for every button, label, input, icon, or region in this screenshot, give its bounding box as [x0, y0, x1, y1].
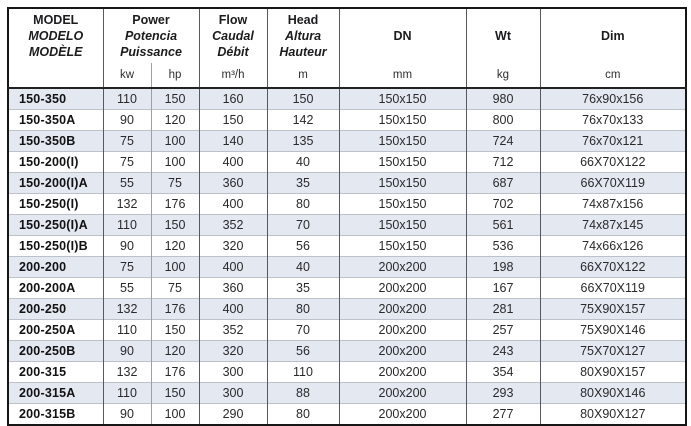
- dim-cell: 76x70x121: [540, 131, 686, 152]
- unit-wt: kg: [466, 63, 540, 88]
- wt-cell: 277: [466, 404, 540, 426]
- dn-cell: 200x200: [339, 278, 466, 299]
- kw-cell: 132: [103, 194, 151, 215]
- dn-cell: 200x200: [339, 299, 466, 320]
- flow-cell: 320: [199, 236, 267, 257]
- spec-table: [7, 7, 687, 426]
- table-row: [8, 341, 686, 362]
- model-units-spacer: [8, 63, 103, 88]
- head-cell: 70: [267, 215, 339, 236]
- table-row: [8, 173, 686, 194]
- model-cell: 150-350A: [8, 110, 103, 131]
- model-cell: 200-250B: [8, 341, 103, 362]
- dim-cell: 76x70x133: [540, 110, 686, 131]
- hp-cell: 100: [151, 131, 199, 152]
- flow-cell: 150: [199, 110, 267, 131]
- kw-cell: 55: [103, 278, 151, 299]
- flow-cell: 360: [199, 278, 267, 299]
- table-row: [8, 215, 686, 236]
- kw-cell: 132: [103, 362, 151, 383]
- head-cell: 135: [267, 131, 339, 152]
- dn-cell: 200x200: [339, 383, 466, 404]
- flow-label-fr: Débit: [217, 45, 249, 59]
- dn-cell: 200x200: [339, 320, 466, 341]
- flow-cell: 352: [199, 215, 267, 236]
- flow-cell: 400: [199, 152, 267, 173]
- dim-cell: 66X70X119: [540, 173, 686, 194]
- flow-cell: 320: [199, 341, 267, 362]
- dn-cell: 150x150: [339, 88, 466, 110]
- dn-cell: 150x150: [339, 194, 466, 215]
- hp-cell: 176: [151, 299, 199, 320]
- col-header-dn: DN: [339, 8, 466, 63]
- kw-cell: 55: [103, 173, 151, 194]
- dim-cell: 75X70X127: [540, 341, 686, 362]
- model-cell: 200-315B: [8, 404, 103, 426]
- wt-cell: 293: [466, 383, 540, 404]
- dn-cell: 150x150: [339, 131, 466, 152]
- hp-cell: 100: [151, 152, 199, 173]
- head-cell: 80: [267, 404, 339, 426]
- wt-cell: 712: [466, 152, 540, 173]
- col-header-model: [8, 8, 103, 63]
- model-cell: 150-250(I): [8, 194, 103, 215]
- model-cell: 150-350: [8, 88, 103, 110]
- wt-cell: 687: [466, 173, 540, 194]
- kw-cell: 90: [103, 110, 151, 131]
- hp-cell: 100: [151, 257, 199, 278]
- dim-cell: 80X90X146: [540, 383, 686, 404]
- power-label-es: Potencia: [124, 29, 178, 43]
- unit-dn: mm: [339, 63, 466, 88]
- flow-cell: 300: [199, 383, 267, 404]
- head-cell: 70: [267, 320, 339, 341]
- model-label-en: MODEL: [33, 13, 79, 27]
- flow-label-es: Caudal: [212, 29, 254, 43]
- model-cell: 150-350B: [8, 131, 103, 152]
- spec-table-header: [8, 8, 686, 88]
- dn-cell: 150x150: [339, 236, 466, 257]
- hp-cell: 150: [151, 88, 199, 110]
- head-cell: 35: [267, 278, 339, 299]
- table-row: [8, 278, 686, 299]
- unit-hp: hp: [151, 63, 199, 88]
- flow-cell: 360: [199, 173, 267, 194]
- head-cell: 142: [267, 110, 339, 131]
- kw-cell: 75: [103, 152, 151, 173]
- flow-cell: 300: [199, 362, 267, 383]
- table-row: [8, 362, 686, 383]
- kw-cell: 75: [103, 131, 151, 152]
- head-cell: 56: [267, 341, 339, 362]
- flow-cell: 400: [199, 257, 267, 278]
- table-row: [8, 152, 686, 173]
- wt-cell: 561: [466, 215, 540, 236]
- dn-cell: 200x200: [339, 257, 466, 278]
- head-cell: 150: [267, 88, 339, 110]
- model-cell: 200-315: [8, 362, 103, 383]
- model-cell: 150-200(I): [8, 152, 103, 173]
- col-header-dim: Dim: [540, 8, 686, 63]
- hp-cell: 176: [151, 194, 199, 215]
- dim-cell: 74x87x145: [540, 215, 686, 236]
- flow-cell: 140: [199, 131, 267, 152]
- flow-cell: 400: [199, 194, 267, 215]
- kw-cell: 75: [103, 257, 151, 278]
- model-cell: 150-200(I)A: [8, 173, 103, 194]
- hp-cell: 150: [151, 320, 199, 341]
- head-cell: 56: [267, 236, 339, 257]
- table-row: [8, 194, 686, 215]
- model-label-es: MODELO: [28, 29, 84, 43]
- kw-cell: 110: [103, 320, 151, 341]
- unit-flow: m³/h: [199, 63, 267, 88]
- head-label-es: Altura: [284, 29, 322, 43]
- col-header-flow: [199, 8, 267, 63]
- flow-cell: 160: [199, 88, 267, 110]
- unit-kw: kw: [103, 63, 151, 88]
- model-cell: 150-250(I)B: [8, 236, 103, 257]
- col-header-wt: Wt: [466, 8, 540, 63]
- col-header-head: [267, 8, 339, 63]
- model-cell: 200-250: [8, 299, 103, 320]
- model-cell: 150-250(I)A: [8, 215, 103, 236]
- table-row: [8, 236, 686, 257]
- dim-cell: 75X90X146: [540, 320, 686, 341]
- head-label-fr: Hauteur: [279, 45, 327, 59]
- wt-cell: 354: [466, 362, 540, 383]
- kw-cell: 90: [103, 341, 151, 362]
- flow-cell: 400: [199, 299, 267, 320]
- table-row: [8, 404, 686, 426]
- dim-cell: 80X90X127: [540, 404, 686, 426]
- hp-cell: 120: [151, 110, 199, 131]
- head-label-en: Head: [287, 13, 319, 27]
- dn-cell: 200x200: [339, 404, 466, 426]
- hp-cell: 75: [151, 278, 199, 299]
- hp-cell: 150: [151, 215, 199, 236]
- model-cell: 200-200A: [8, 278, 103, 299]
- kw-cell: 110: [103, 383, 151, 404]
- model-cell: 200-200: [8, 257, 103, 278]
- dim-cell: 75X90X157: [540, 299, 686, 320]
- power-label-fr: Puissance: [120, 45, 182, 59]
- flow-cell: 290: [199, 404, 267, 426]
- dim-cell: 66X70X122: [540, 257, 686, 278]
- hp-cell: 75: [151, 173, 199, 194]
- head-cell: 40: [267, 257, 339, 278]
- spec-table-body: [8, 88, 686, 425]
- wt-cell: 702: [466, 194, 540, 215]
- head-cell: 88: [267, 383, 339, 404]
- col-header-power: [103, 8, 199, 63]
- dn-cell: 150x150: [339, 215, 466, 236]
- wt-cell: 257: [466, 320, 540, 341]
- kw-cell: 110: [103, 215, 151, 236]
- wt-cell: 167: [466, 278, 540, 299]
- dn-cell: 200x200: [339, 362, 466, 383]
- wt-cell: 980: [466, 88, 540, 110]
- model-label-fr: MODÈLE: [29, 45, 83, 59]
- dim-cell: 66X70X119: [540, 278, 686, 299]
- table-row: [8, 131, 686, 152]
- flow-cell: 352: [199, 320, 267, 341]
- header-labels-row: [8, 8, 686, 63]
- table-row: [8, 320, 686, 341]
- head-cell: 35: [267, 173, 339, 194]
- table-row: [8, 88, 686, 110]
- dn-cell: 150x150: [339, 173, 466, 194]
- hp-cell: 176: [151, 362, 199, 383]
- dim-cell: 74x87x156: [540, 194, 686, 215]
- hp-cell: 100: [151, 404, 199, 426]
- model-cell: 200-315A: [8, 383, 103, 404]
- kw-cell: 110: [103, 88, 151, 110]
- dim-cell: 76x90x156: [540, 88, 686, 110]
- power-label-en: Power: [132, 13, 170, 27]
- wt-cell: 800: [466, 110, 540, 131]
- dn-cell: 150x150: [339, 152, 466, 173]
- kw-cell: 90: [103, 236, 151, 257]
- wt-cell: 243: [466, 341, 540, 362]
- table-row: [8, 383, 686, 404]
- kw-cell: 90: [103, 404, 151, 426]
- hp-cell: 120: [151, 236, 199, 257]
- head-cell: 80: [267, 194, 339, 215]
- wt-cell: 724: [466, 131, 540, 152]
- model-cell: 200-250A: [8, 320, 103, 341]
- table-row: [8, 299, 686, 320]
- hp-cell: 150: [151, 383, 199, 404]
- flow-label-en: Flow: [218, 13, 248, 27]
- table-row: [8, 110, 686, 131]
- dim-cell: 66X70X122: [540, 152, 686, 173]
- hp-cell: 120: [151, 341, 199, 362]
- wt-cell: 536: [466, 236, 540, 257]
- unit-dim: cm: [540, 63, 686, 88]
- dim-cell: 80X90X157: [540, 362, 686, 383]
- head-cell: 80: [267, 299, 339, 320]
- head-cell: 40: [267, 152, 339, 173]
- kw-cell: 132: [103, 299, 151, 320]
- wt-cell: 281: [466, 299, 540, 320]
- dn-cell: 200x200: [339, 341, 466, 362]
- wt-cell: 198: [466, 257, 540, 278]
- header-units-row: [8, 63, 686, 88]
- head-cell: 110: [267, 362, 339, 383]
- table-row: [8, 257, 686, 278]
- dn-cell: 150x150: [339, 110, 466, 131]
- unit-head: m: [267, 63, 339, 88]
- dim-cell: 74x66x126: [540, 236, 686, 257]
